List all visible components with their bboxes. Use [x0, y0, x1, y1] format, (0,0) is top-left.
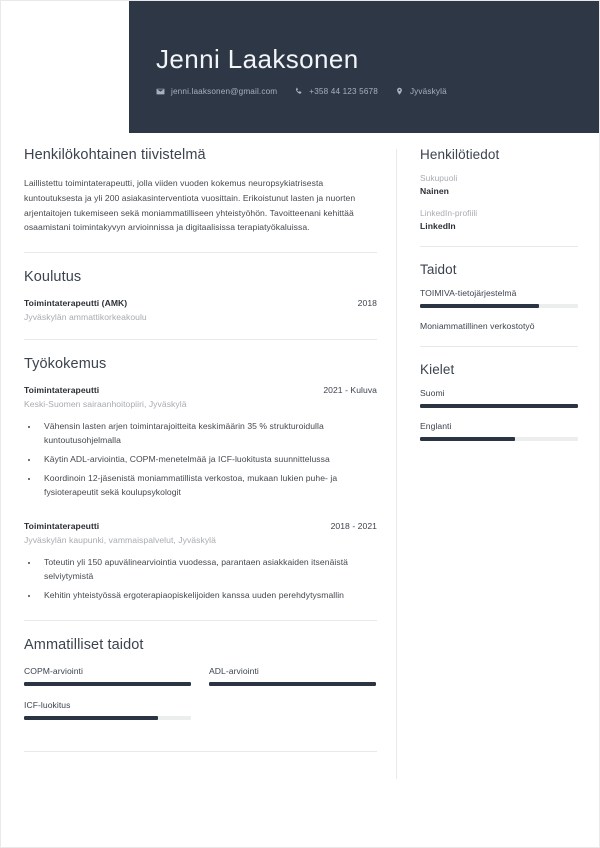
skill-item	[24, 700, 191, 720]
education-title: Koulutus	[24, 269, 82, 286]
education-school: Jyväskylän ammattikorkeakoulu	[24, 312, 147, 323]
column-divider	[396, 149, 397, 779]
skill-bar-track	[209, 682, 376, 686]
bullet-item: • Kehitin yhteistyössä ergoterapiaopiskelijoiden kanssa uuden perehdytysmallin	[39, 589, 377, 603]
sidebar-skill-label: TOIMIVA-tietojärjestelmä	[420, 288, 517, 298]
sidebar-column	[420, 147, 578, 454]
map-pin-icon	[395, 87, 404, 96]
experience-bullets	[39, 420, 377, 500]
skill-grid	[24, 666, 377, 734]
bullet-item: • Käytin ADL-arviointia, COPM-menetelmää ja ICF-luokitusta suunnittelussa	[39, 453, 377, 467]
divider	[24, 751, 377, 752]
section-summary	[24, 147, 377, 235]
contact-email-text: jenni.laaksonen@gmail.com	[171, 86, 278, 96]
sidebar-skill-item	[420, 321, 578, 331]
experience-entry-head	[24, 385, 377, 395]
contact-location-text: Jyväskylä	[409, 86, 447, 96]
languages-title: Kielet	[420, 362, 455, 377]
divider	[24, 252, 377, 253]
bullet-item: • Koordinoin 12-jäsenistä moniammatillista verkostoa, mukaan lukien puhe- ja fysioterapeutit sekä koulupsykologit	[39, 472, 377, 500]
summary-title: Henkilökohtainen tiivistelmä	[24, 147, 206, 163]
skill-label: COPM-arviointi	[24, 665, 83, 676]
spacer	[24, 505, 377, 521]
detail-item	[420, 208, 578, 231]
experience-employer: Keski-Suomen sairaanhoitopiiri, Jyväskylä	[24, 399, 187, 410]
detail-value: Nainen	[420, 186, 449, 196]
contact-email[interactable]	[156, 87, 277, 96]
experience-entry	[24, 385, 377, 500]
skill-bar-track	[24, 716, 191, 720]
language-bar-fill	[420, 437, 515, 441]
skill-bar-fill	[24, 716, 158, 720]
section-personal-details	[420, 147, 578, 231]
divider	[24, 620, 377, 621]
education-degree: Toimintaterapeutti (AMK)	[24, 298, 128, 309]
contact-row	[156, 87, 600, 96]
section-education	[24, 269, 377, 322]
detail-label: LinkedIn-profiili	[420, 208, 478, 218]
summary-text: Laillistettu toimintaterapeutti, jolla viiden vuoden kokemus neuropsykiatrisesta kuntoutuksesta ja yli 200 asiakasinterventiota vuosittain. Erikoistunut lasten ja nuorten arjentaitojen tukemiseen sekä moniammatilliseen yhteistyöhön. Tavoitteenani kehittää osaamistani toimintakyvyn arvioinnissa ja digitaalisissa terapiatyökaluissa.	[24, 178, 356, 233]
language-label: Suomi	[420, 388, 445, 398]
section-professional-skills	[24, 637, 377, 734]
skill-bar-fill	[24, 682, 191, 686]
education-entry-head	[24, 298, 377, 308]
experience-title: Työkokemus	[24, 356, 107, 373]
skill-label: ADL-arviointi	[209, 665, 259, 676]
education-date: 2018	[357, 298, 377, 309]
experience-entry-head	[24, 521, 377, 531]
section-languages	[420, 362, 578, 441]
skill-bar-track	[420, 304, 578, 308]
education-entry	[24, 298, 377, 322]
section-sidebar-skills	[420, 262, 578, 331]
divider	[420, 246, 578, 247]
skill-bar-fill	[209, 682, 376, 686]
personal-details-title: Henkilötiedot	[420, 147, 500, 162]
phone-icon	[294, 87, 303, 96]
detail-item	[420, 173, 578, 196]
skill-bar-track	[24, 682, 191, 686]
skill-bar-fill	[420, 304, 539, 308]
bullet-item: • Vähensin lasten arjen toimintarajoitteita keskimäärin 35 % strukturoidulla kuntoutusohjelmalla	[39, 420, 377, 448]
experience-date: 2021 - Kuluva	[323, 385, 377, 396]
candidate-name: Jenni Laaksonen	[156, 44, 359, 74]
experience-bullets	[39, 556, 377, 603]
experience-role: Toimintaterapeutti	[24, 385, 100, 396]
language-item	[420, 388, 578, 408]
detail-label: Sukupuoli	[420, 173, 458, 183]
experience-entry	[24, 521, 377, 603]
language-bar-track	[420, 404, 578, 408]
language-bar-fill	[420, 404, 578, 408]
language-bar-track	[420, 437, 578, 441]
section-experience	[24, 356, 377, 602]
linkedin-link[interactable]: LinkedIn	[420, 221, 456, 231]
sidebar-skill-label: Moniammatillinen verkostotyö	[420, 321, 535, 331]
envelope-icon	[156, 87, 165, 96]
language-label: Englanti	[420, 421, 452, 431]
experience-date: 2018 - 2021	[330, 520, 377, 531]
professional-skills-title: Ammatilliset taidot	[24, 636, 144, 653]
resume-header	[129, 1, 600, 133]
experience-employer: Jyväskylän kaupunki, vammaispalvelut, Jyväskylä	[24, 534, 216, 545]
sidebar-skills-title: Taidot	[420, 262, 457, 277]
skill-item	[209, 666, 376, 686]
experience-role: Toimintaterapeutti	[24, 520, 100, 531]
sidebar-skill-item	[420, 288, 578, 308]
divider	[24, 339, 377, 340]
skill-item	[24, 666, 191, 686]
contact-location[interactable]	[395, 87, 447, 96]
language-item	[420, 421, 578, 441]
divider	[420, 346, 578, 347]
contact-phone[interactable]	[294, 87, 378, 96]
main-column	[24, 147, 377, 768]
skill-label: ICF-luokitus	[24, 699, 71, 710]
bullet-item: • Toteutin yli 150 apuvälinearviointia vuodessa, parantaen asiakkaiden itsenäistä selviytymistä	[39, 556, 377, 584]
contact-phone-text: +358 44 123 5678	[309, 86, 378, 96]
